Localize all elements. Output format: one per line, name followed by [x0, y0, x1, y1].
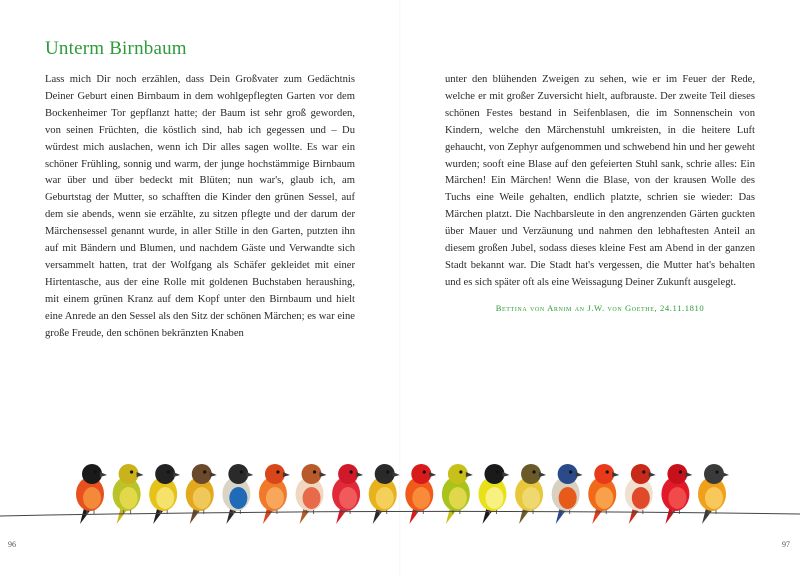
bird-16 [625, 464, 656, 524]
chapter-title: Unterm Birnbaum [45, 38, 187, 59]
bird-6 [259, 464, 290, 524]
bird-18 [698, 464, 729, 524]
bird-14 [552, 464, 583, 524]
bird-15 [588, 464, 619, 524]
right-page-column [445, 72, 755, 317]
bird-4 [186, 464, 217, 524]
bird-5 [222, 464, 253, 524]
bird-12 [478, 464, 509, 524]
bird-10 [405, 464, 436, 524]
page-number-left: 96 [8, 540, 16, 549]
page-number-right: 97 [782, 540, 790, 549]
bird-3 [149, 464, 180, 524]
bird-13 [515, 464, 546, 524]
left-page-text: Lass mich Dir noch erzählen, dass Dein Großvater zum Gedächtnis Deiner Geburt einen Birnbaum in dem wohlgepflegten Garten vor dem Bockenheimer Tor gepflanzt hatte; der Baum ist sehr groß geworden, von seinen Früchten, die köstlich sind, hab ich gegessen und – Du würdest mich auslachen, wenn ich Dir alles sagen wollte. Es war ein schöner Frühling, sonnig und warm, der junge hochstämmige Birnbaum war über und über bedeckt mit Blüten; nun war's, glaub ich, am Geburtstag der Mutter, so schafften die Kinder den grünen Sessel, auf dem sie abends, wenn sie erzählte, zu sitzen pflegte und der darum der Märchensessel genannt wurde, in aller Stille in den Garten, putzten ihn auf mit Bändern und Blumen, und nachdem Gäste und Verwandte sich versammelt hatten, trat der Wolfgang als Schäfer gekleidet mit einer Hirtentasche, aus der eine Rolle mit goldenen Buchstaben heraushing, mit einem grünen Kranz auf dem Kopf unter den Birnbaum und hielt eine Anrede an den Sessel als den Sitz der schönen Märchen; es war eine große Freude, den schönen bekränzten Knaben [45, 74, 355, 339]
letter-signature: Bettina von Arnim an J.W. von Goethe, 24.11.1810 [495, 302, 705, 313]
bird-9 [369, 464, 400, 524]
bird-11 [442, 464, 473, 524]
bird-2 [113, 464, 144, 524]
right-page-text: unter den blühenden Zweigen zu sehen, wie er im Feuer der Rede, welche er mit großer Zuversicht hielt, aufbrauste. Der zweite Teil dieses schönen Festes bestand in Seifenblasen, die im Sonnenschein von Kindern, welche den Märchenstuhl umkreisten, in die heitere Luft gehaucht, von Zephyr aufgenommen und schwebend hin und her geweht wurden; sooft eine Blase auf den gefeierten Stuhl sank, schrie alles: Ein Märchen! Ein Märchen! Wenn die Blase, von der krausen Wolle des Tuchs eine Weile gehalten, endlich platzte, schrien sie wieder: Das Märchen platzt. Die Nachbarsleute in den angrenzenden Gärten guckten über Mauer und Verzäunung und nahmen den lebhaftesten Anteil an diesem großen Jubel, sodass dieses kleine Fest am Abend in der ganzen Stadt bekannt war. Die Stadt hat's vergessen, die Mutter hat's behalten und es sich später oft als eine Weissagung Deiner Zukunft ausgelegt. [445, 74, 755, 288]
bird-17 [661, 464, 692, 524]
birds-on-wire-illustration [0, 450, 800, 540]
bird-8 [332, 464, 363, 524]
bird-7 [296, 464, 327, 524]
